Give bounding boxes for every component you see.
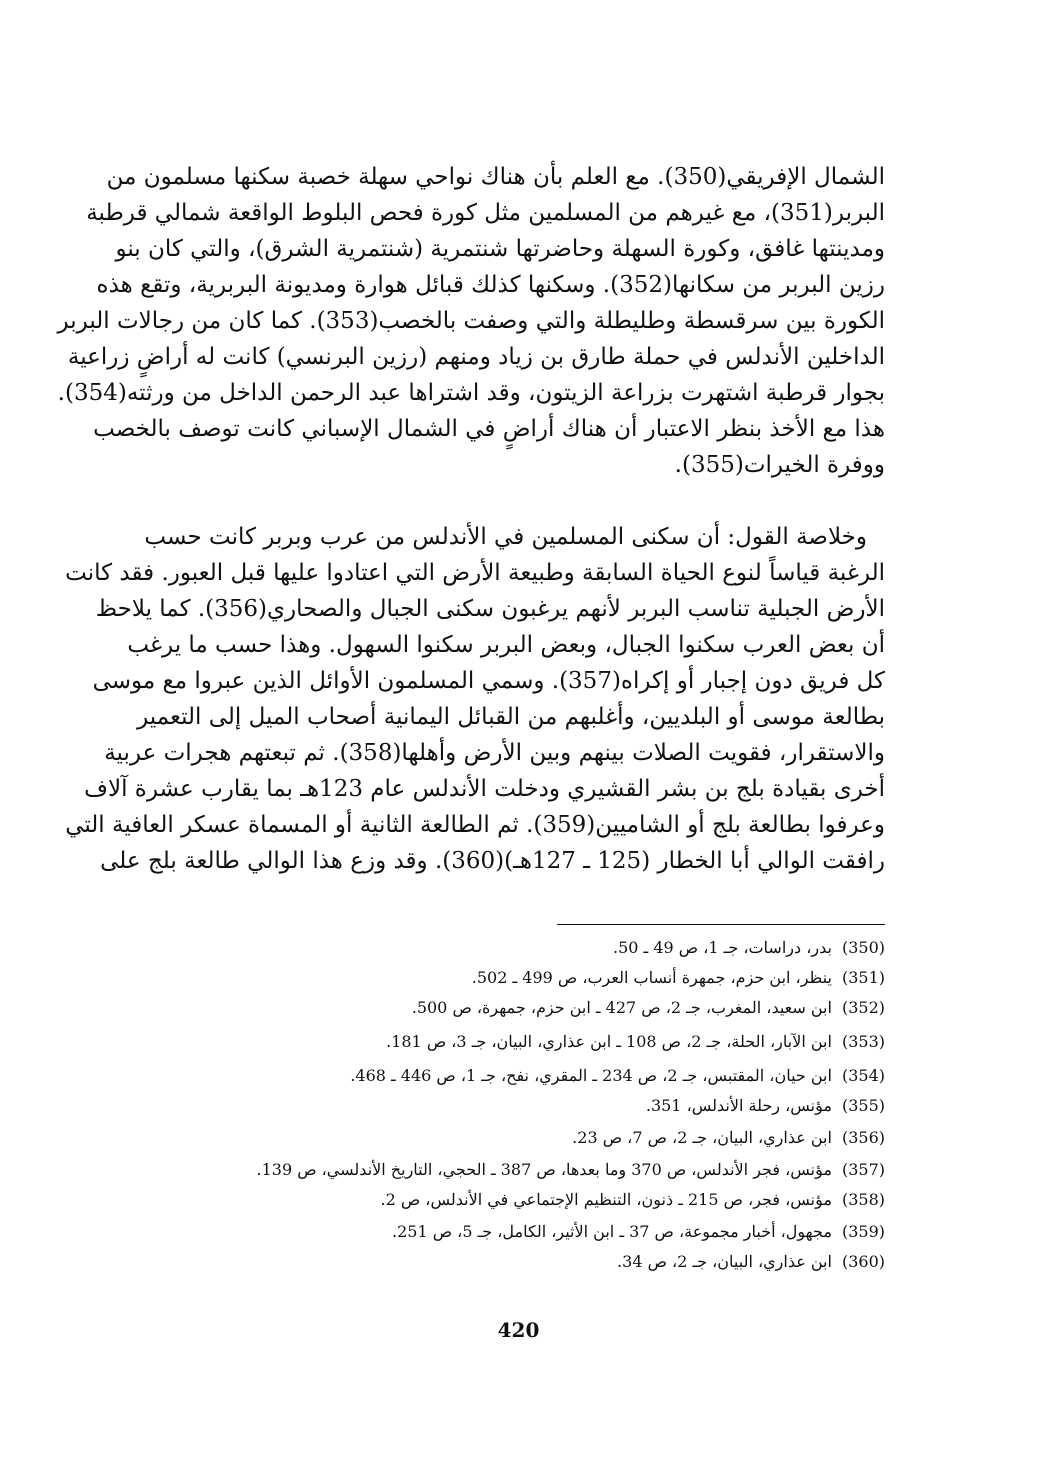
footnote-text: ابن سعيد، المغرب، جـ 2، ص 427 ـ ابن حزم، جمهرة، ص 500. bbox=[411, 998, 832, 1017]
footnote bbox=[145, 1094, 885, 1120]
footnote-number: (359) bbox=[841, 1222, 885, 1241]
body-line: كل فريق دون إجبار أو إكراه(357). وسمي المسلمون الأوائل الذين عبروا مع موسى bbox=[92, 668, 885, 694]
footnote bbox=[145, 996, 885, 1022]
body-line: أخرى بقيادة بلج بن بشر القشيري ودخلت الأندلس عام 123هـ بما يقارب عشرة آلاف bbox=[84, 776, 885, 802]
body-line: وخلاصة القول: أن سكنى المسلمين في الأندلس من عرب وبربر كانت حسب bbox=[144, 524, 867, 550]
footnote-number: (356) bbox=[841, 1128, 885, 1147]
footnote-text: ابن عذاري، البيان، جـ 2، ص 34. bbox=[617, 1252, 832, 1271]
footnote-divider bbox=[557, 924, 885, 925]
body-line: والاستقرار، فقويت الصلات بينهم وبين الأرض وأهلها(358). ثم تبعتهم هجرات عربية bbox=[104, 740, 885, 766]
page-number: 420 bbox=[497, 1318, 540, 1342]
footnote-text: بدر، دراسات، جـ 1، ص 49 ـ 50. bbox=[613, 938, 832, 957]
body-line: أن بعض العرب سكنوا الجبال، وبعض البربر سكنوا السهول. وهذا حسب ما يرغب bbox=[127, 632, 885, 658]
footnote-number: (354) bbox=[841, 1066, 885, 1085]
footnote bbox=[145, 1030, 885, 1056]
body-line: هذا مع الأخذ بنظر الاعتبار أن هناك أراضٍ في الشمال الإسباني كانت توصف بالخصب bbox=[93, 416, 885, 442]
footnote bbox=[145, 1250, 885, 1276]
body-line: رزين البربر من سكانها(352). وسكنها كذلك قبائل هوارة ومديونة البربرية، وتقع هذه bbox=[96, 272, 885, 298]
body-line: الأرض الجبلية تناسب البربر لأنهم يرغبون سكنى الجبال والصحاري(356). كما يلاحظ bbox=[95, 596, 885, 622]
body-line: البربر(351)، مع غيرهم من المسلمين مثل كورة فحص البلوط الواقعة شمالي قرطبة bbox=[86, 200, 885, 226]
footnote-number: (355) bbox=[841, 1096, 885, 1115]
footnote-number: (350) bbox=[841, 938, 885, 957]
body-line: وعرفوا بطالعة بلج أو الشاميين(359). ثم الطالعة الثانية أو المسماة عسكر العافية التي bbox=[65, 812, 885, 838]
footnote bbox=[145, 936, 885, 962]
footnote bbox=[145, 1188, 885, 1214]
footnote bbox=[145, 1158, 885, 1184]
footnote-text: مؤنس، فجر، ص 215 ـ ذنون، التنظيم الإجتماعي في الأندلس، ص 2. bbox=[380, 1190, 832, 1209]
footnote bbox=[145, 1126, 885, 1152]
body-line: رافقت الوالي أبا الخطار (125 ـ 127هـ)(360). وقد وزع هذا الوالي طالعة بلج على bbox=[100, 848, 885, 874]
footnote-text: ينظر، ابن حزم، جمهرة أنساب العرب، ص 499 ـ 502. bbox=[471, 968, 832, 987]
footnote-text: ابن عذاري، البيان، جـ 2، ص 7، ص 23. bbox=[572, 1128, 832, 1147]
footnote-text: مجهول، أخبار مجموعة، ص 37 ـ ابن الأثير، الكامل، جـ 5، ص 251. bbox=[392, 1222, 832, 1241]
footnote-text: مؤنس، فجر الأندلس، ص 370 وما بعدها، ص 387 ـ الحجي، التاريخ الأندلسي، ص 139. bbox=[256, 1160, 832, 1179]
footnote-number: (352) bbox=[841, 998, 885, 1017]
footnote-text: ابن الآبار، الحلة، جـ 2، ص 108 ـ ابن عذاري، البيان، جـ 3، ص 181. bbox=[386, 1032, 832, 1051]
body-line: ووفرة الخيرات(355). bbox=[674, 452, 885, 478]
footnote-number: (353) bbox=[841, 1032, 885, 1051]
footnote-text: ابن حيان، المقتبس، جـ 2، ص 234 ـ المقري، نفح، جـ 1، ص 446 ـ 468. bbox=[350, 1066, 832, 1085]
body-line: ومدينتها غافق، وكورة السهلة وحاضرتها شنتمرية (شنتمرية الشرق)، والتي كان بنو bbox=[115, 236, 885, 262]
footnote bbox=[145, 966, 885, 992]
body-line: بطالعة موسى أو البلديين، وأغلبهم من القبائل اليمانية أصحاب الميل إلى التعمير bbox=[137, 704, 885, 730]
footnote-number: (358) bbox=[841, 1190, 885, 1209]
footnote-number: (360) bbox=[841, 1252, 885, 1271]
body-line: الكورة بين سرقسطة وطليطلة والتي وصفت بالخصب(353). كما كان من رجالات البربر bbox=[57, 308, 885, 334]
footnote-number: (357) bbox=[841, 1160, 885, 1179]
body-line: الداخلين الأندلس في حملة طارق بن زياد ومنهم (رزين البرنسي) كانت له أراضٍ زراعية bbox=[67, 344, 885, 370]
body-line: الشمال الإفريقي(350). مع العلم بأن هناك نواحي سهلة خصبة سكنها مسلمون من bbox=[106, 164, 885, 190]
footnote-text: مؤنس، رحلة الأندلس، 351. bbox=[645, 1096, 832, 1115]
body-line: بجوار قرطبة اشتهرت بزراعة الزيتون، وقد اشتراها عبد الرحمن الداخل من ورثته(354). bbox=[57, 380, 885, 406]
body-line: الرغبة قياساً لنوع الحياة السابقة وطبيعة الأرض التي اعتادوا عليها قبل العبور. فقد كانت bbox=[65, 560, 885, 586]
footnote-number: (351) bbox=[841, 968, 885, 987]
footnote bbox=[145, 1220, 885, 1246]
footnote bbox=[145, 1064, 885, 1090]
